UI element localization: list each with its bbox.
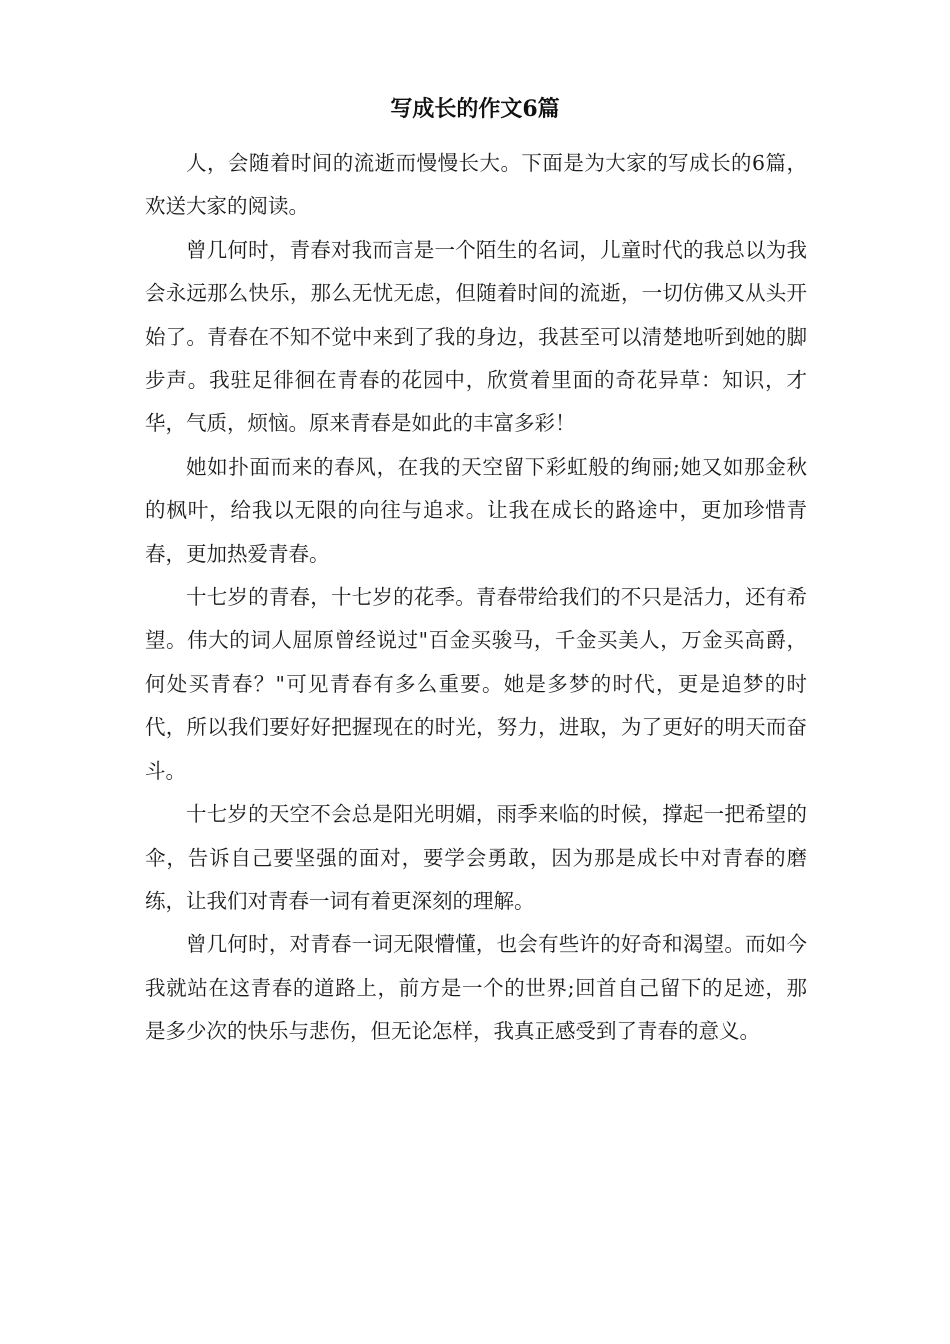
document-body bbox=[145, 142, 807, 1054]
paragraph-3: 十七岁的青春，十七岁的花季。青春带给我们的不只是活力，还有希望。伟大的词人屈原曾经说过"百金买骏马，千金买美人，万金买高爵，何处买青春？"可见青春有多么重要。她是多梦的时代，更是追梦的时代，所以我们要好好把握现在的时光，努力，进取，为了更好的明天而奋斗。 bbox=[145, 585, 807, 783]
paragraph-intro: 人，会随着时间的流逝而慢慢长大。下面是为大家的写成长的6篇，欢送大家的阅读。 bbox=[145, 151, 807, 219]
paragraph-5: 曾几何时，对青春一词无限懵懂，也会有些许的好奇和渴望。而如今我就站在这青春的道路上，前方是一个的世界;回首自己留下的足迹，那是多少次的快乐与悲伤，但无论怎样，我真正感受到了青春的意义。 bbox=[145, 932, 807, 1044]
paragraph-2: 她如扑面而来的春风，在我的天空留下彩虹般的绚丽;她又如那金秋的枫叶，给我以无限的向往与追求。让我在成长的路途中，更加珍惜青春，更加热爱青春。 bbox=[145, 454, 807, 566]
document-title: 写成长的作文6篇 bbox=[390, 96, 560, 122]
paragraph-1: 曾几何时，青春对我而言是一个陌生的名词，儿童时代的我总以为我会永远那么快乐，那么无忧无虑，但随着时间的流逝，一切仿佛又从头开始了。青春在不知不觉中来到了我的身边，我甚至可以清楚地听到她的脚步声。我驻足徘徊在青春的花园中，欣赏着里面的奇花异草：知识，才华，气质，烦恼。原来青春是如此的丰富多彩！ bbox=[145, 237, 807, 436]
paragraph-4: 十七岁的天空不会总是阳光明媚，雨季来临的时候，撑起一把希望的伞，告诉自己要坚强的面对，要学会勇敢，因为那是成长中对青春的磨练，让我们对青春一词有着更深刻的理解。 bbox=[145, 802, 807, 913]
